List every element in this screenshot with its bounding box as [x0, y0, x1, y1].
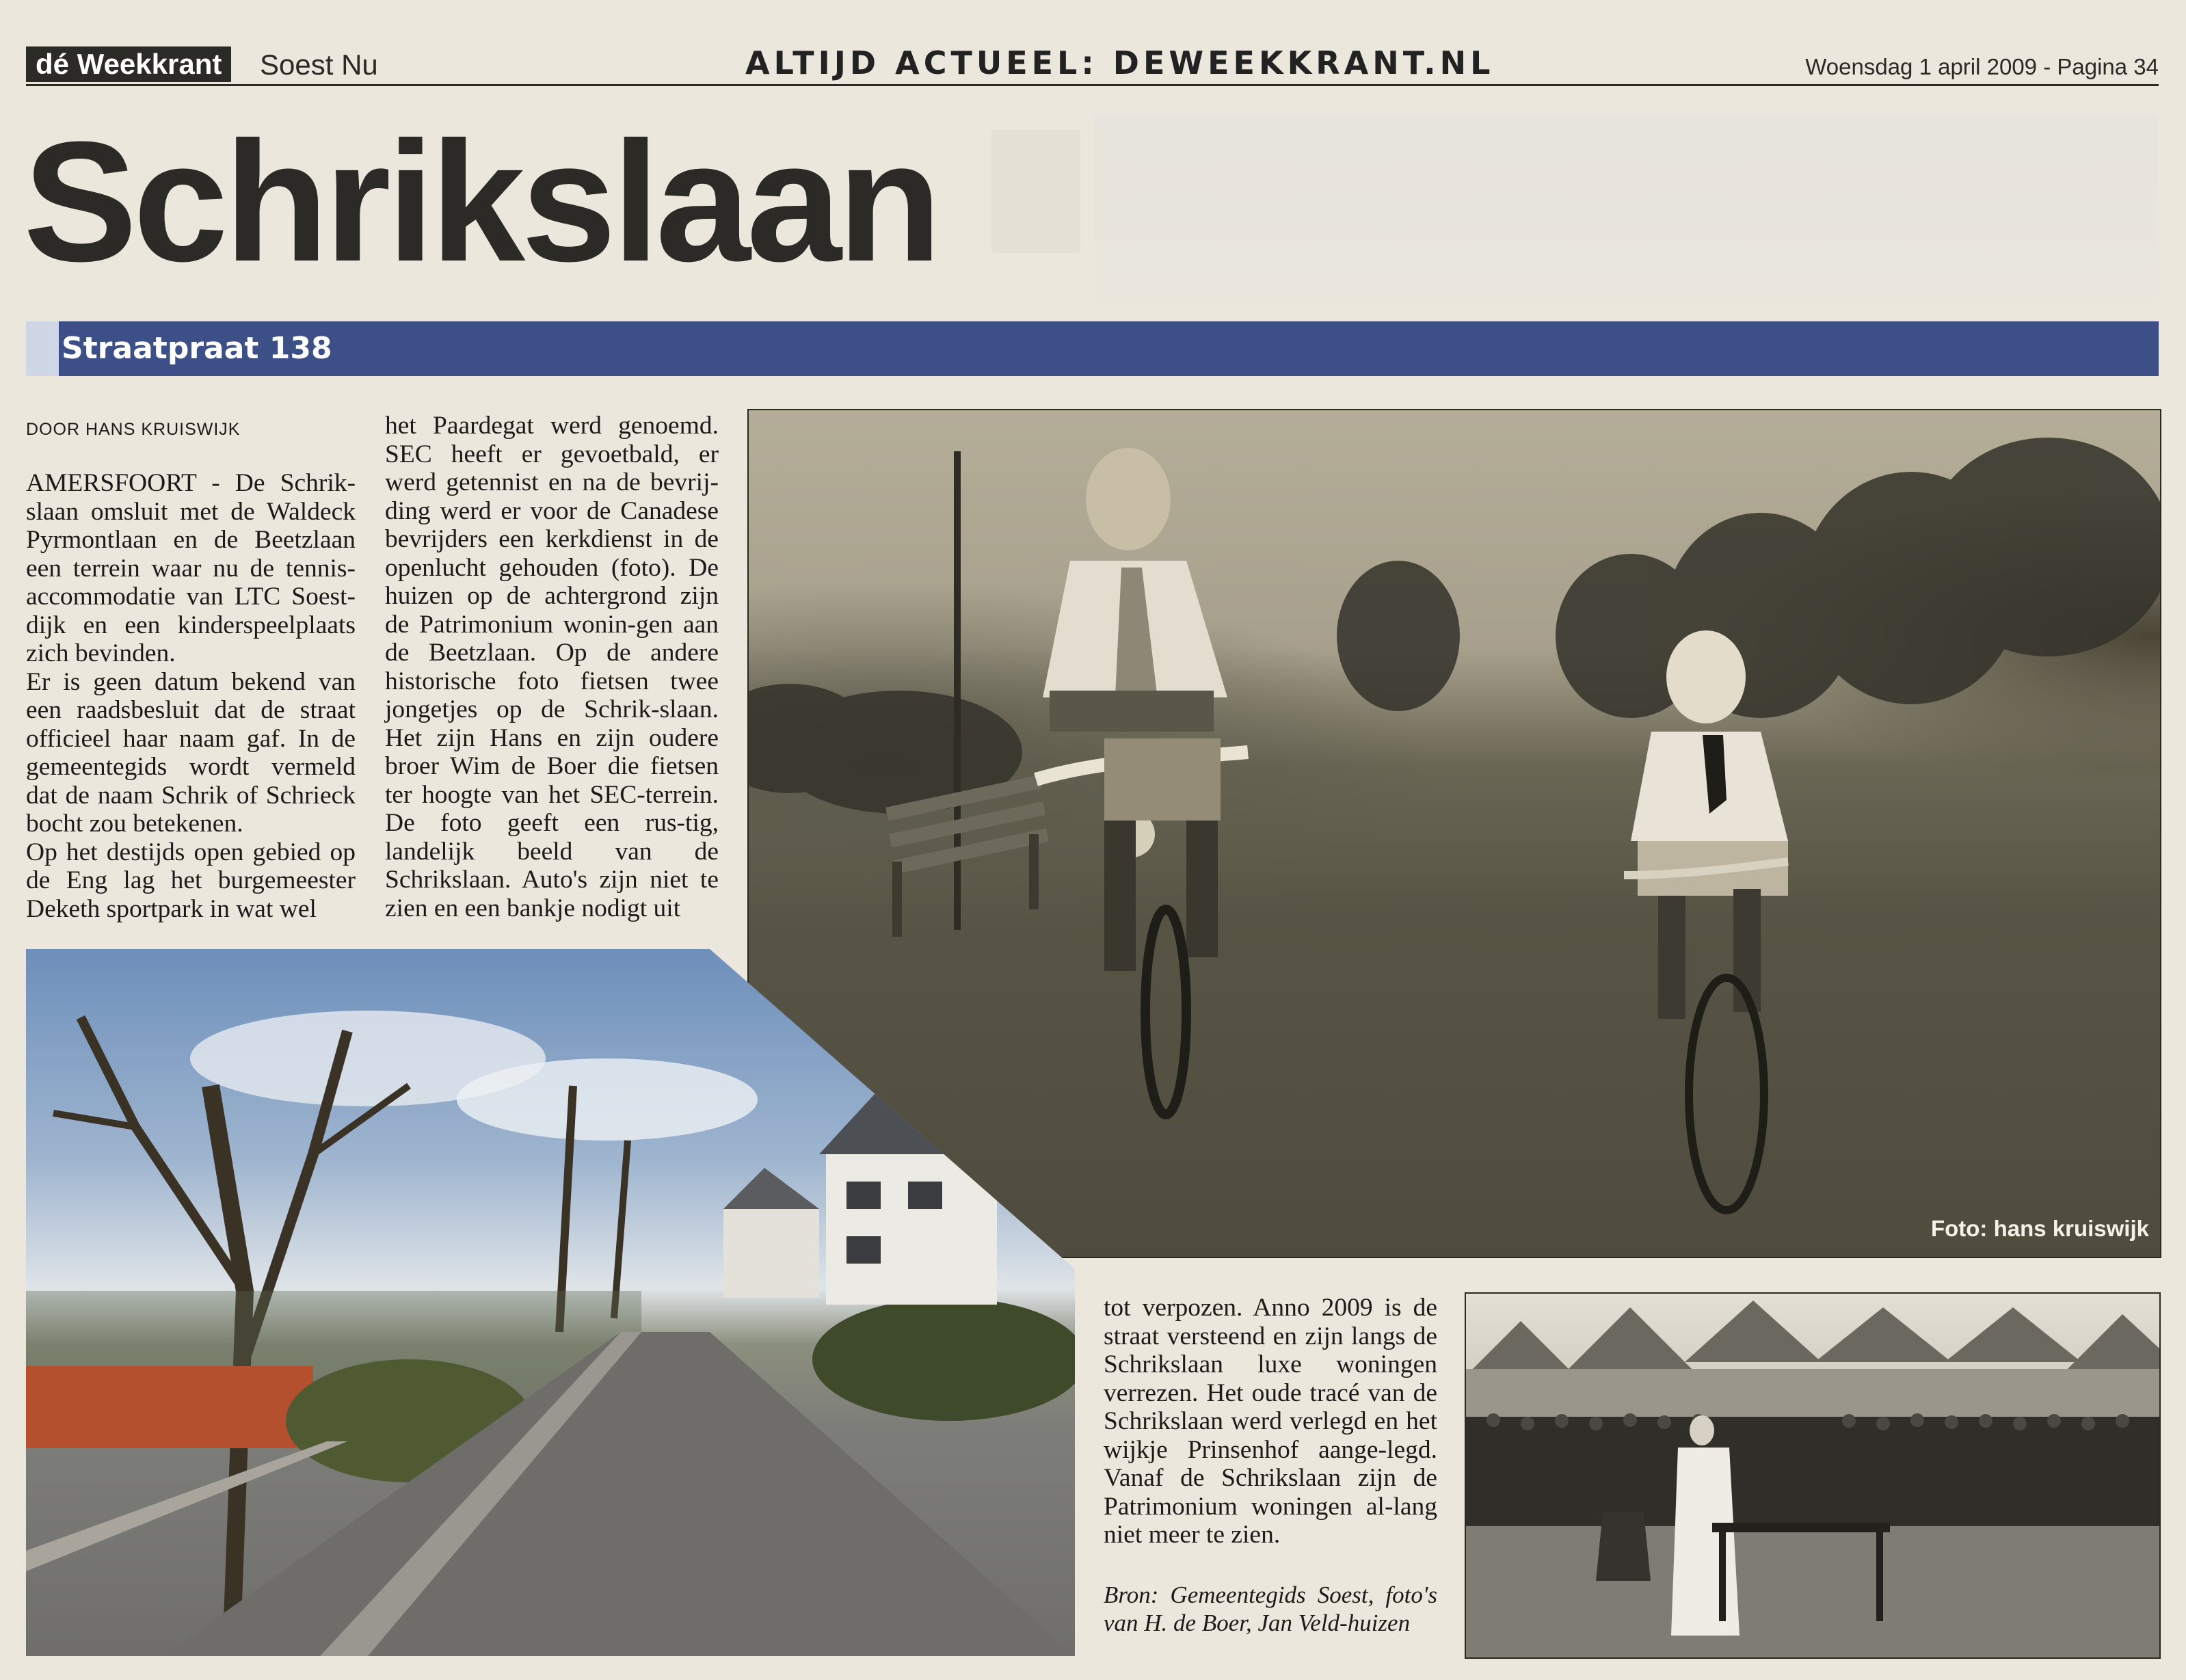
series-label: Straatpraat 138: [62, 331, 332, 366]
byline: DOOR HANS KRUISWIJK: [26, 420, 241, 439]
article-column-3: [1104, 1294, 1437, 1549]
source-note: Bron: Gemeentegids Soest, foto's van H. de Boer, Jan Veld-huizen: [1104, 1582, 1437, 1636]
bleed-through-shade: [991, 130, 1080, 253]
paragraph: tot verpozen. Anno 2009 is de straat versteend en zijn langs de Schrikslaan luxe woningen verrezen. Het oude tracé van de Schrikslaan werd verlegd en het wijkje Prinsenhof aange-legd. Vanaf de Schrikslaan zijn de Patrimonium woningen al-lang niet meer te zien.: [1104, 1294, 1437, 1549]
slogan: ALTIJD ACTUEEL: DEWEEKKRANT.NL: [745, 44, 1495, 81]
series-band: [26, 321, 2159, 376]
photo-illustration: [749, 410, 2160, 1257]
masthead-rule: [26, 84, 2159, 86]
article-column-2: [385, 412, 719, 922]
paragraph: AMERSFOORT - De Schrik-slaan omsluit met de Waldeck Pyrmontlaan en de Beetzlaan een terrein waar nu de tennis-accommodatie van LTC Soest-dijk en een kinderspeelplaats zich bevinden.: [26, 469, 356, 667]
article-column-1: [26, 469, 356, 923]
historic-photo-open-air-service: [1465, 1292, 2161, 1659]
paragraph: Op het destijds open gebied op de Eng lag het burgemeester Deketh sportpark in wat wel: [26, 838, 356, 923]
dateline: Woensdag 1 april 2009 - Pagina 34: [1805, 54, 2159, 79]
paragraph: het Paardegat werd genoemd. SEC heeft er gevoetbald, er werd getennist en na de bevrij-ding werd er voor de Canadese bevrijders een kerkdienst in de openlucht gehouden (foto). De huizen op de achtergrond zijn de Patrimonium wonin-gen aan de Beetzlaan. Op de andere historische foto fietsen twee jongetjes op de Schrik-slaan. Het zijn Hans en zijn oudere broer Wim de Boer die fietsen ter hoogte van het SEC-terrein. De foto geeft een rus-tig, landelijk beeld van de Schrikslaan. Auto's zijn niet te zien en een bankje nodigt uit: [385, 412, 719, 922]
photo-credit: Foto: hans kruiswijk: [1930, 1216, 2149, 1241]
headline: Schrikslaan: [23, 106, 938, 297]
newspaper-brand: dé Weekkrant: [26, 46, 231, 82]
historic-photo-boys-cycling: [747, 409, 2161, 1258]
photo-illustration: [1466, 1294, 2159, 1657]
section-name: Soest Nu: [260, 49, 378, 81]
series-band-tab: [26, 321, 59, 376]
paragraph: Er is geen datum bekend van een raadsbesluit dat de straat officieel haar naam gaf. In de gemeentegids wordt vermeld dat de naam Schrik of Schrieck bocht zou betekenen.: [26, 667, 356, 838]
bleed-through-shade: [1094, 116, 2157, 301]
